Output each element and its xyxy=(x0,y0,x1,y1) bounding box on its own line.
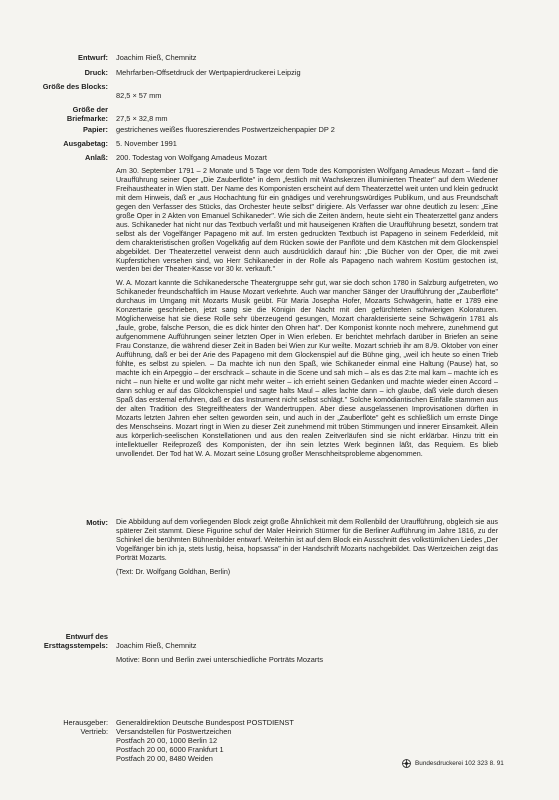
anlass-paragraph: Am 30. September 1791 – 2 Monate und 5 Tage vor dem Tode des Komponisten Wolfgang Amadeus Mozart – fand die Uraufführung seiner Oper „Die Zauberflöte" in dem „festlich mit Wachskerzen illuminierten Theater" auf dem Wiedener Freihaustheater in Wien statt. Der Name des Komponisten erscheint auf dem Theaterzettel weit unten und klein gedruckt mit dem Hinweis, daß er „aus Hochachtung für ein gnädiges und verehrungswürdiges Publikum, und aus Freundschaft gegen den Verfasser des Stücks, das Orchester heute selbst" dirigiere. Als Verfasser war ohne deutlich zu lesen: „Eine große Oper in 2 Akten von Emanuel Schikaneder". Wie sich die Zeiten ändern, heute sieht ein Theaterzettel ganz anders aus. Schikaneder hat nicht nur das Textbuch verfaßt und mit hauseigenen Kräften die Uraufführung besetzt, sondern trat selbst als der Vogelfänger Papageno mit auf. Im ersten gedruckten Textbuch ist Papageno in seinem Federkleid, mit dem charakteristischen großen Vogelkäfig auf dem Rücken sowie der Panflöte und dem Kästchen mit dem Glockenspiel abgebildet. Der Theaterzettel verweist denn auch ausdrücklich darauf hin: „Die Bücher von der Oper, die mit zwei Kupferstichen versehen sind, wo Herr Schikaneder in der Rolle als Papageno nach wahrem Kostüm gestochen ist, werden bei der Theater-Kasse vor 30 kr. verkauft." xyxy=(116,167,498,274)
anlass-text xyxy=(116,167,498,464)
printer-imprint xyxy=(402,759,504,768)
field-value: Joachim Rieß, Chemnitz xyxy=(116,641,197,650)
vertrieb-label: Vertrieb: xyxy=(80,727,108,736)
field-value-motive: Motive: Bonn und Berlin zwei unterschiedliche Porträts Mozarts xyxy=(116,655,324,664)
field-label: Größe der Briefmarke: xyxy=(66,105,108,124)
field-label: Entwurf des Ersttagsstempels: xyxy=(43,632,108,651)
herausgeber-value: Generaldirektion Deutsche Bundespost POSTDIENST xyxy=(116,718,294,727)
field-value: 200. Todestag von Wolfgang Amadeus Mozart xyxy=(116,153,267,162)
vertrieb-line: Postfach 20 00, 8480 Weiden xyxy=(116,754,213,763)
vertrieb-line: Versandstellen für Postwertzeichen xyxy=(116,727,232,736)
bundesdruckerei-logo-icon xyxy=(402,759,411,768)
field-value: 5. November 1991 xyxy=(116,139,177,148)
printer-text: Bundesdruckerei 102 323 8. 91 xyxy=(415,760,504,767)
field-label: Papier: xyxy=(82,125,108,134)
field-label: Ausgabetag: xyxy=(63,139,108,148)
field-value: 82,5 × 57 mm xyxy=(116,91,162,100)
field-value: Joachim Rieß, Chemnitz xyxy=(116,53,197,62)
field-value: Mehrfarben-Offsetdruck der Wertpapierdruckerei Leipzig xyxy=(116,68,301,77)
field-label: Größe des Blocks: xyxy=(42,82,108,91)
field-label: Motiv: xyxy=(86,518,108,527)
herausgeber-label: Herausgeber: xyxy=(63,718,108,727)
field-label: Druck: xyxy=(84,68,108,77)
field-label: Anlaß: xyxy=(85,153,108,162)
vertrieb-line: Postfach 20 00, 1000 Berlin 12 xyxy=(116,736,218,745)
motiv-paragraph: Die Abbildung auf dem vorliegenden Block zeigt große Ähnlichkeit mit dem Rollenbild der Uraufführung, obgleich sie aus späterer Zeit stammt. Diese Figurine schuf der Maler Heinrich Stürmer für die Berliner Aufführung im Jahre 1816, zu der Schinkel die berühmten Bühnenbilder entwarf. Weiterhin ist auf dem Block ein Ausschnitt des volkstümlichen Liedes „Der Vogelfänger bin ich ja, stets lustig, heisa, hopsassa" in der Handschrift Mozarts nachgebildet. Das Wertzeichen zeigt das Porträt Mozarts. xyxy=(116,518,498,562)
motiv-credit: (Text: Dr. Wolfgang Goldhan, Berlin) xyxy=(116,567,231,576)
anlass-paragraph: W. A. Mozart kannte die Schikanedersche Theatergruppe sehr gut, war sie doch schon 1780 in Salzburg aufgetreten, wo Schikaneder freundschaftlich im Hause Mozart verkehrte. Auch war mancher Sänger der Uraufführung der „Zauberflöte" durchaus im Umgang mit Mozarts Musik geübt. Für Maria Josepha Hofer, Mozarts Schwägerin, hatte er 1789 eine Konzertarie geschrieben, jetzt sang sie die Königin der Nacht mit den gefürchteten schwierigen Koloraturen. Möglicherweise hat sie diese Rolle sehr überzeugend gesungen, Mozart charakterisierte seine Schwägerin 1781 als „faule, grobe, falsche Person, die es dick hinter den Ohren hat". Der Komponist konnte noch mehrere, zunehmend gut aufgenommene Aufführungen seiner letzten Oper in Wien erleben. Er berichtet mehrfach darüber in Briefen an seine Frau Constanze, die während dieser Zeit in Baden bei Wien zur Kur weilte. Mozart schrieb ihr am 8./9. Oktober von einer Aufführung, daß er bei der Arie des Papageno mit dem Glockenspiel auf die Bühne ging, „weil ich heute so einen Trieb fühlte, es selbst zu spielen. – Da machte ich nun den Spaß, wie Schikaneder einmal eine Haltung (Pause) hat, so machte ich ein Arpeggio – der erschrack – schaute in die Scene und sah mich – als es das 2:te mal kam – machte ich es nicht – nun hielte er und wollte gar nicht mehr weiter – ich errieht seinen Gedanken und machte wieder einen Accord – dann schlug er auf das Glöckchenspiel und sagte halts Maul – alles lachte dann – ich glaube, daß viele durch diesen Spaß das erstemal erfuhren, daß er das Instrument nicht selbst schlägt." Solche komödiantischen Einfälle stammen aus der alten Tradition des Stegreiftheaters der Wandertruppen. Aber diese ausgelassenen Improvisationen dürften in Mozarts letzten Jahren eher selten geworden sein, und auch in der „Zauberflöte" geht es schließlich um ernste Dinge des Menschseins. Mozart ringt in Wien zu dieser Zeit zunehmend mit trüben Stimmungen und innerer Einsamkeit. Allein aus körperlich-seelischen Konstellationen und aus den realen Zeitverläufen sind sie nicht erklärbar. Hinzu tritt ein intellektueller Reifeprozeß des Komponisten, der ihn sein letztes Werk beginnen läßt, das Requiem. Es blieb unvollendet. Der Tod hat W. A. Mozart seine Lösung großer Menschheitsprobleme abgenommen. xyxy=(116,279,498,458)
field-value: gestrichenes weißes fluoreszierendes Postwertzeichenpapier DP 2 xyxy=(116,125,335,134)
vertrieb-line: Postfach 20 00, 6000 Frankfurt 1 xyxy=(116,745,224,754)
motiv-text xyxy=(116,518,498,582)
field-label: Entwurf: xyxy=(78,53,108,62)
field-value: 27,5 × 32,8 mm xyxy=(116,114,168,123)
